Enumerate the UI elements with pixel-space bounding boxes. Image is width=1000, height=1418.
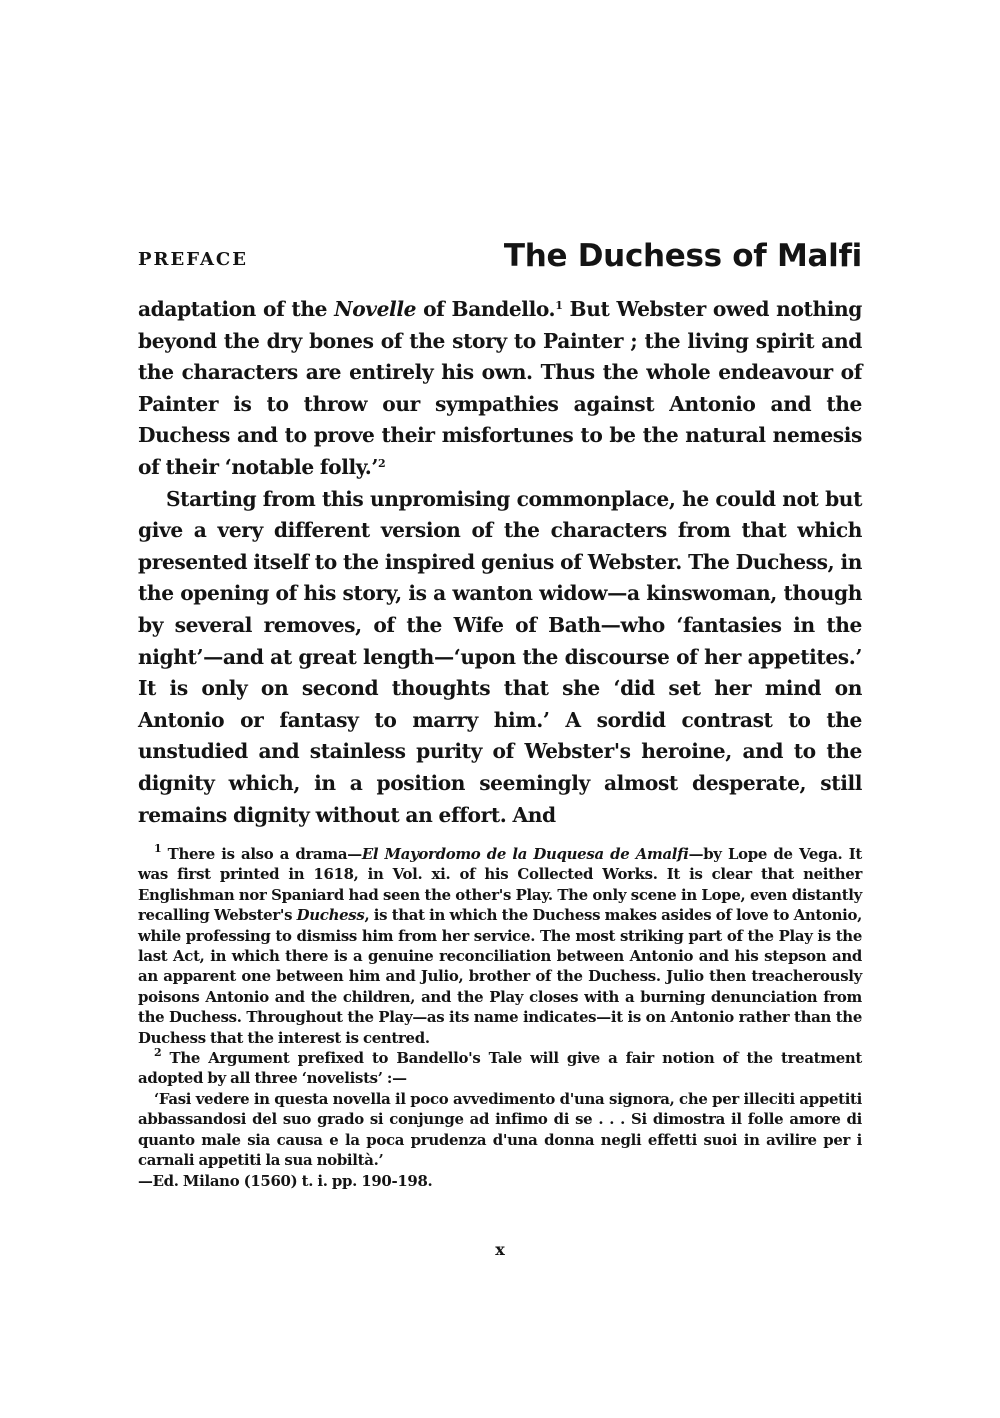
paragraph-1	[138, 294, 862, 484]
running-head	[138, 226, 862, 276]
footnote-ref-2: 2	[378, 456, 386, 470]
p1-text-b: of Bandello.	[416, 297, 556, 321]
running-head-title: The Duchess of Malfi	[503, 238, 862, 274]
footnote-1	[138, 844, 862, 1048]
paragraph-2: Starting from this unpromising commonplace, he could not but give a very different version of the characters from that which presented itself to the inspired genius of Webster. The Duchess, in the opening of his story, is a wanton widow—a kinswoman, though by several removes, of the Wife of Bath—who ‘fantasies in the night’—and at great length—‘upon the discourse of her appetites.’ It is only on second thoughts that she ‘did set her mind on Antonio or fantasy to marry him.’ A sordid contrast to the unstudied and stainless purity of Webster's heroine, and to the dignity which, in a position seemingly almost desperate, still remains dignity without an effort. And	[138, 486, 862, 827]
footnote-1-text-a: There is also a drama—	[161, 845, 362, 863]
footnote-2	[138, 1048, 862, 1089]
page-number: x	[495, 1240, 505, 1259]
footnote-1-title2: Duchess	[296, 906, 365, 925]
footnote-ref-1: 1	[555, 299, 563, 312]
footnote-1-mark: 1	[154, 842, 162, 855]
footnotes	[138, 844, 862, 1191]
footnote-1-title: El Mayordomo de la Duquesa de Amalfi	[361, 845, 689, 863]
footnote-1-text-b: —by Lope de Vega. It was first printed in 1618, in Vol. xi. of his Collected Works. It is clear that neither Englishman nor Spaniard had seen the other's Play. The only scene in Lope, even distantly recalling Webster's	[138, 845, 862, 925]
footnote-2-quote: ‘Fasi vedere in questa novella il poco avvedimento d'una signora, che per illeciti appetiti abbassandosi del suo grado si conjunge ad infimo di se . . . Si dimostra il folle amore di quanto male sia causa e la poca prudenza d'una donna negli effetti suoi in avilire per i carnali appetiti la sua nobiltà.’	[138, 1089, 862, 1170]
body-text	[138, 294, 862, 831]
footnote-2-mark: 2	[154, 1046, 162, 1060]
running-head-section: PREFACE	[138, 249, 248, 270]
footnote-2-text: The Argument prefixed to Bandello's Tale will give a fair notion of the treatment adopted by all three ‘novelists’ :—	[138, 1049, 862, 1088]
footnote-2-citation: —Ed. Milano (1560) t. i. pp. 190-198.	[138, 1171, 433, 1190]
p1-italic-novelle: Novelle	[334, 297, 417, 321]
footnote-1-text-c: , is that in which the Duchess makes asides of love to Antonio, while professing to dismiss him from her service. The most striking part of the Play is the last Act, in which there is a genuine reconciliation between Antonio and his stepson and an apparent one between him and Julio, brother of the Duchess. Julio then treacherously poisons Antonio and the children, and the Play closes with a burning denunciation from the Duchess. Throughout the Play—as its name indicates—it is on Antonio rather than the Duchess that the interest is centred.	[138, 906, 862, 1047]
p1-text-c: But Webster owed nothing beyond the dry bones of the story to Painter ; the living spirit and the characters are entirely his own. Thus the whole endeavour of Painter is to throw our sympathies against Antonio and the Duchess and to prove their misfortunes to be the natural nemesis of their ‘notable folly.’	[138, 297, 862, 479]
p1-text-a: adaptation of the	[138, 297, 335, 321]
